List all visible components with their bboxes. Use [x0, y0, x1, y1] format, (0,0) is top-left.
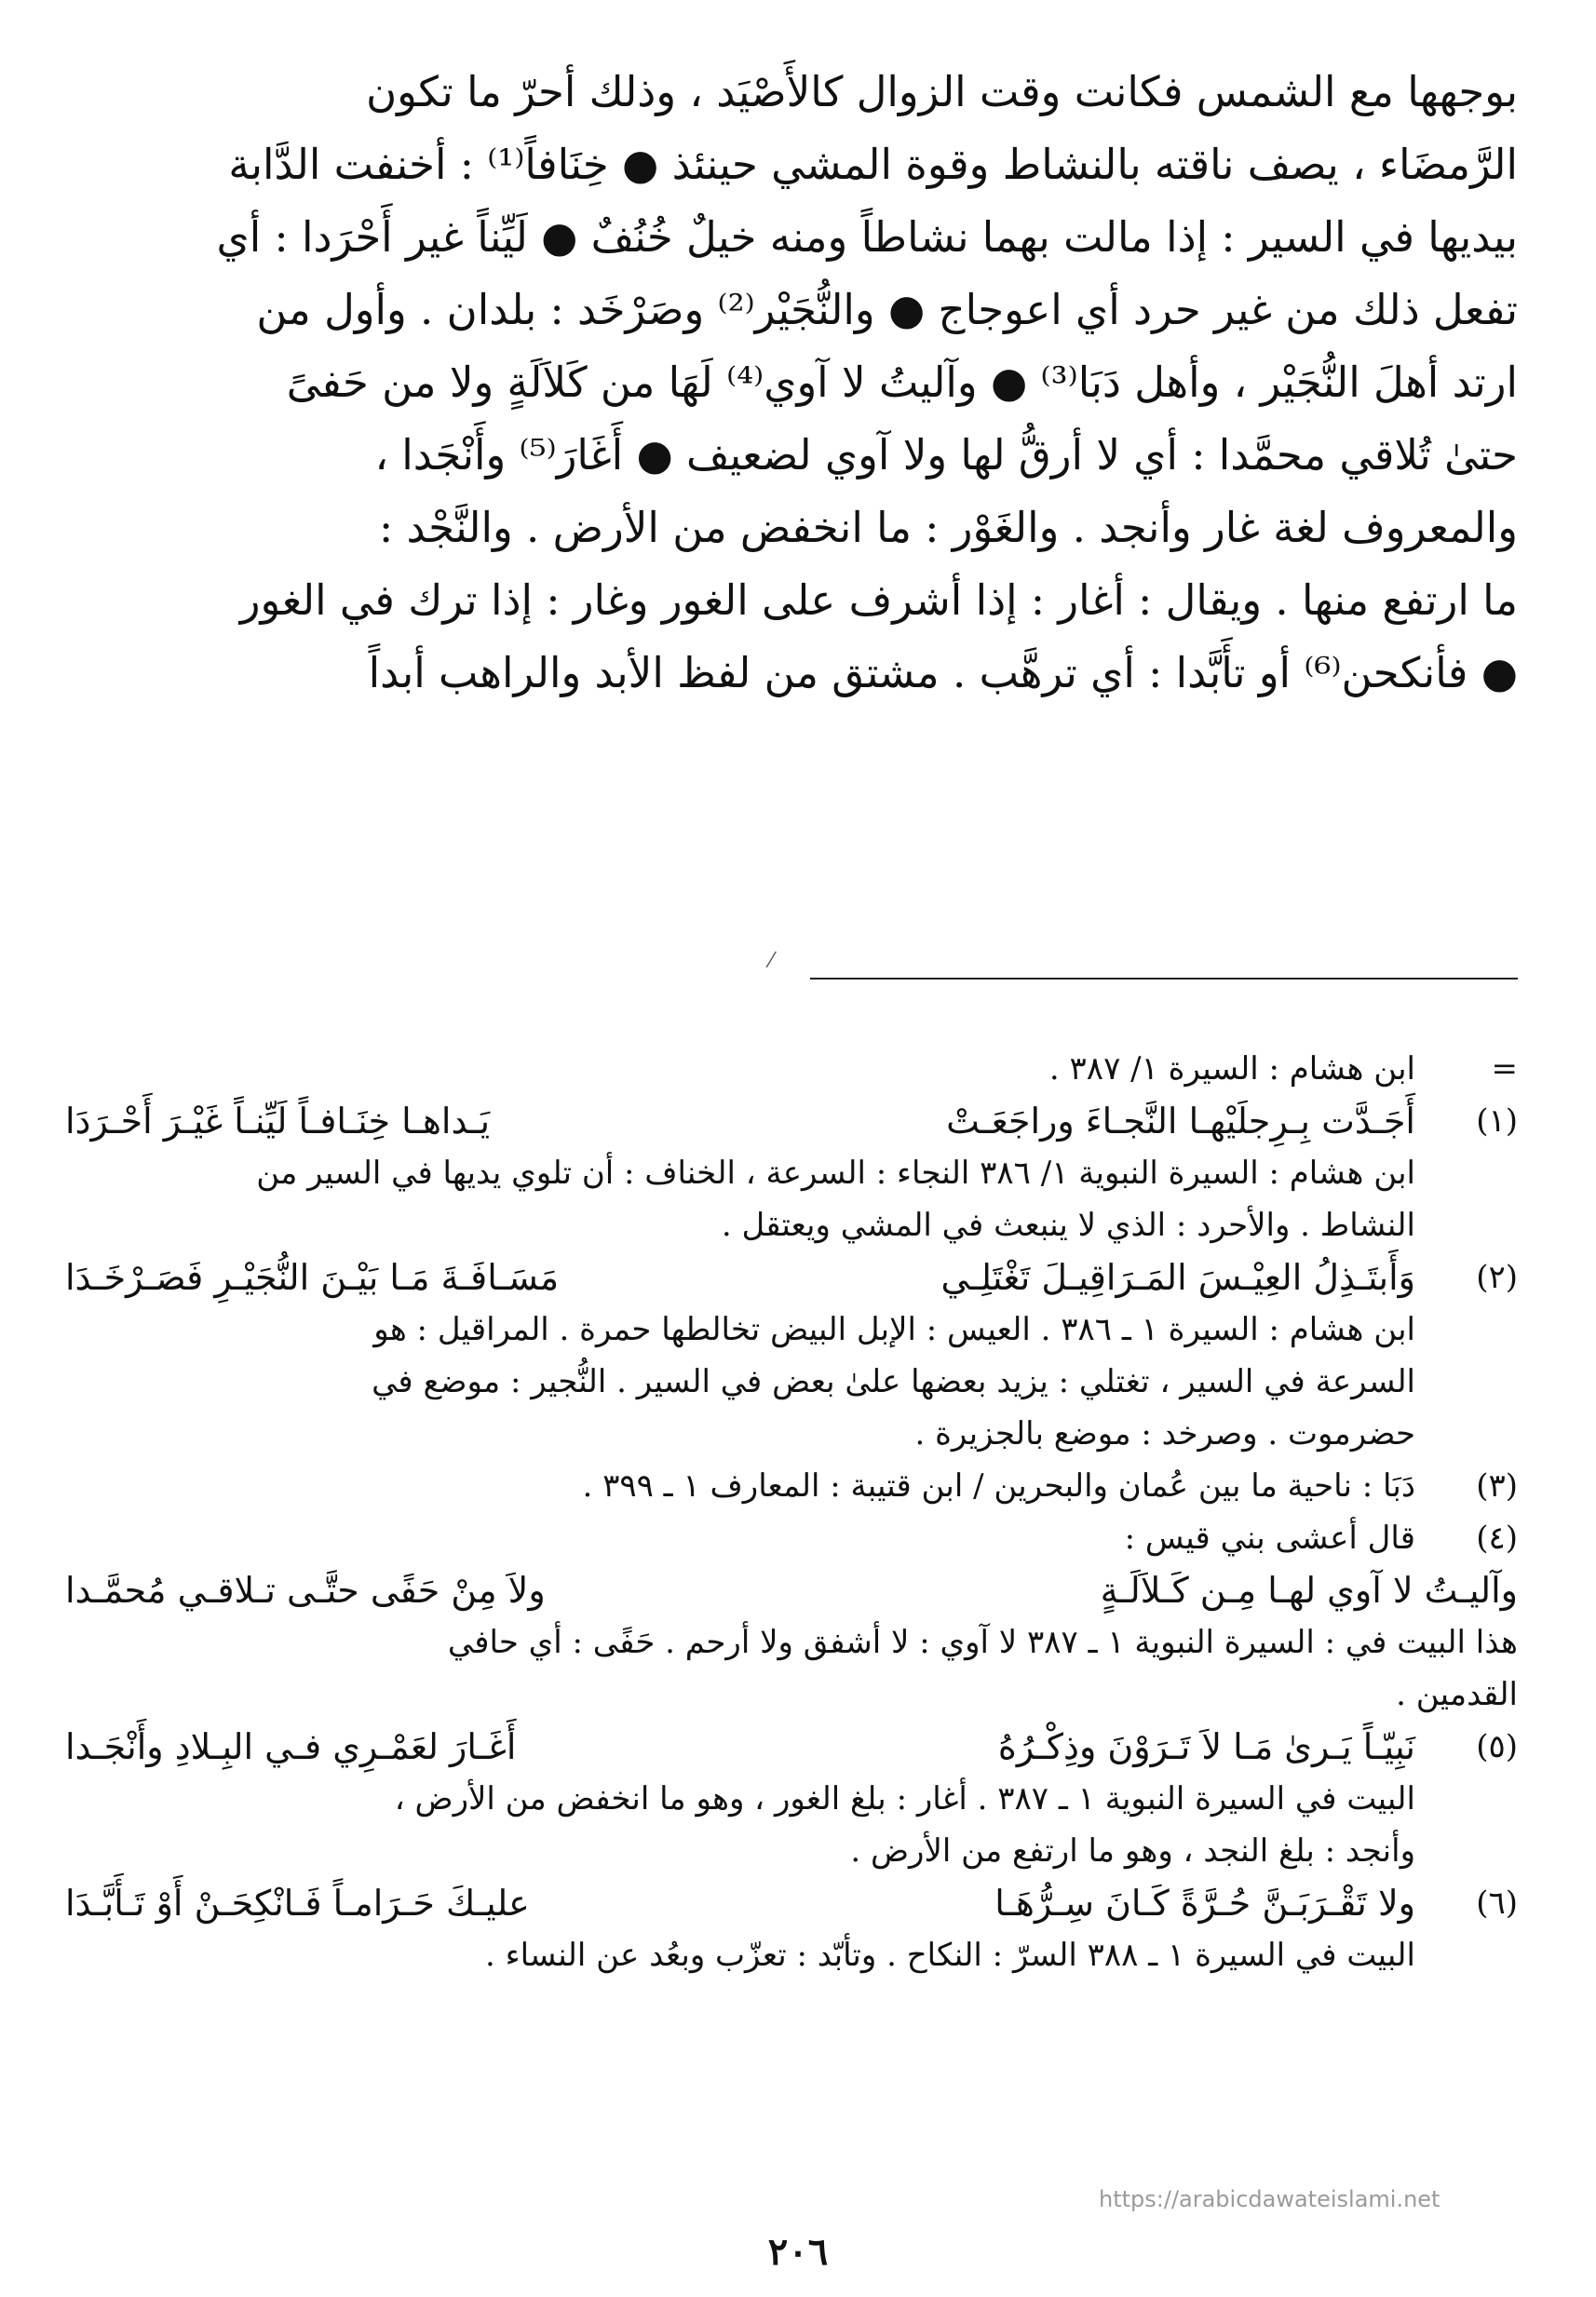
- footnote-number: (٥): [1476, 1728, 1518, 1765]
- poem-verse: [65, 1095, 1415, 1147]
- footnote-4: [65, 1512, 1518, 1721]
- footnote-5: [65, 1721, 1518, 1877]
- verse-first-hemistich: وَأَبتَـذِلُ العِيْـسَ المَـرَاقِيـلَ تَغْتَلِـي: [940, 1257, 1415, 1298]
- footnote-number: (٣): [1476, 1467, 1518, 1505]
- verse-second-hemistich: أَغَـارَ لعَمْـرِي فـي البِـلادِ وأَنْجَـدا: [65, 1726, 517, 1767]
- main-line: حتىٰ تُلاقي محمَّدا : أي لا أرقُّ لها ولا آوي لضعيف ● أَغَارَ⁽⁵⁾ وأَنْجَدا ،: [374, 430, 1518, 480]
- footnote-text: وأنجد : بلغ النجد ، وهو ما ارتفع من الأرض .: [850, 1832, 1415, 1870]
- footnote-text: حضرموت . وصرخد : موضع بالجزيرة .: [914, 1415, 1415, 1453]
- footnote-text: النشاط . والأحرد : الذي لا ينبعث في المشي ويعتقل .: [721, 1207, 1415, 1244]
- poem-verse: [65, 1877, 1415, 1929]
- verse-second-hemistich: مَسَـافَـةَ مَـا بَيْـنَ النُّجَيْـرِ فَصَـرْخَـدَا: [65, 1257, 560, 1298]
- footnote-1: [65, 1095, 1518, 1251]
- footnote-separator: [810, 978, 1518, 980]
- main-line: ● فأنكحن⁽⁶⁾ أو تأَبَّدا : أي ترهَّب . مشتق من لفظ الأبد والراهب أبداً: [368, 648, 1518, 697]
- main-line: بيديها في السير : إذا مالت بهما نشاطاً ومنه خيلٌ خُنُفٌ ● لَيِّناً غير أَحْرَدا : أي: [216, 212, 1518, 262]
- verse-first-hemistich: نَبِيّـاً يَـرىٰ مَـا لاَ تَـرَوْنَ وذِكْـرُهُ: [997, 1726, 1415, 1767]
- footnote-number: (٤): [1476, 1520, 1518, 1557]
- main-line: بوجهها مع الشمس فكانت وقت الزوال كالأَصْيَد ، وذلك أحرّ ما تكون: [366, 67, 1518, 116]
- verse-first-hemistich: وآليـتُ لا آوي لهـا مِـن كَـلاَلَـةٍ: [1100, 1570, 1518, 1611]
- poem-verse: [65, 1251, 1415, 1304]
- book-page: [65, 56, 1518, 1974]
- footnote-text: القدمين .: [1396, 1676, 1518, 1713]
- main-text-block: [65, 56, 1518, 709]
- separator-mark: ⁄: [769, 950, 773, 973]
- main-line: ما ارتفع منها . ويقال : أغار : إذا أشرف على الغور وغار : إذا ترك في الغور: [239, 575, 1518, 625]
- verse-second-hemistich: ولاَ مِنْ حَفًى حتَّـى تـلاقـي مُحمَّـدا: [65, 1570, 546, 1611]
- footnote-2: [65, 1251, 1518, 1460]
- verse-second-hemistich: يَـداهـا خِنَـافـاً لَيِّنـاً غَيْـرَ أَحْـرَدَا: [65, 1101, 491, 1142]
- footnote-3: [65, 1460, 1518, 1512]
- page-number: ٢٠٦: [767, 2230, 829, 2274]
- verse-first-hemistich: أَجَـدَّت بِـرِجلَيْهـا النَّجـاءَ وراجَعَـتْ: [946, 1101, 1415, 1142]
- footnotes-block: [65, 1043, 1518, 1981]
- poem-verse: [65, 1721, 1415, 1773]
- footnote-text: البيت في السيرة النبوية ١ ـ ٣٨٧ . أغار : بلغ الغور ، وهو ما انخفض من الأرض ،: [394, 1780, 1415, 1817]
- footnote-number: =: [1491, 1050, 1518, 1088]
- footnote-6: [65, 1877, 1518, 1981]
- footnote-text: ابن هشام : السيرة النبوية ١/ ٣٨٦ النجاء : السرعة ، الخناف : أن تلوي يديها في السير من: [256, 1155, 1415, 1192]
- poem-verse: [65, 1564, 1518, 1616]
- main-line: تفعل ذلك من غير حرد أي اعوجاج ● والنُّجَيْر⁽²⁾ وصَرْخَد : بلدان . وأول من: [256, 285, 1518, 334]
- footnote-text: هذا البيت في : السيرة النبوية ١ ـ ٣٨٧ لا آوي : لا أشفق ولا أرحم . حَفًى : أي حافي: [447, 1624, 1518, 1661]
- verse-second-hemistich: عليـكَ حَـرَامـاً فَـانْكِحَـنْ أَوْ تَـأَبَّـدَا: [65, 1883, 530, 1924]
- main-line: ارتد أهلَ النُّجَيْر ، وأهل دَبَا⁽³⁾ ● وآليتُ لا آوي⁽⁴⁾ لَهَا من كَلاَلَةٍ ولا من حَفىً: [286, 358, 1518, 407]
- footnote-text: ابن هشام : السيرة ١ ـ ٣٨٦ . العيس : الإبل البيض تخالطها حمرة . المراقيل : هو: [373, 1311, 1415, 1348]
- main-line: والمعروف لغة غار وأنجد . والغَوْر : ما انخفض من الأرض . والنَّجْد :: [379, 503, 1518, 552]
- footnote-text: السرعة في السير ، تغتلي : يزيد بعضها علىٰ بعض في السير . النُّجير : موضع في: [372, 1363, 1415, 1400]
- footnote-number: (١): [1476, 1102, 1518, 1140]
- footnote-continuation: [65, 1043, 1518, 1095]
- watermark-link[interactable]: https://arabicdawateislami.net: [1099, 2186, 1440, 2212]
- main-line: الرَّمضَاء ، يصف ناقته بالنشاط وقوة المشي حينئذ ● خِنَافاً⁽¹⁾ : أخنفت الدَّابة: [228, 140, 1518, 189]
- verse-first-hemistich: ولا تَقْـرَبَـنَّ حُـرَّةً كَـانَ سِـرُّهَـا: [994, 1883, 1415, 1924]
- footnote-text: ابن هشام : السيرة ١/ ٣٨٧ .: [1048, 1050, 1415, 1088]
- footnote-number: (٢): [1476, 1259, 1518, 1296]
- footnote-number: (٦): [1476, 1885, 1518, 1922]
- footnote-text: دَبَا : ناحية ما بين عُمان والبحرين / ابن قتيبة : المعارف ١ ـ ٣٩٩ .: [582, 1467, 1415, 1505]
- footnote-text: البيت في السيرة ١ ـ ٣٨٨ السرّ : النكاح . وتأبّد : تعزّب وبعُد عن النساء .: [484, 1937, 1415, 1974]
- footnote-intro: قال أعشى بني قيس :: [1124, 1520, 1415, 1557]
